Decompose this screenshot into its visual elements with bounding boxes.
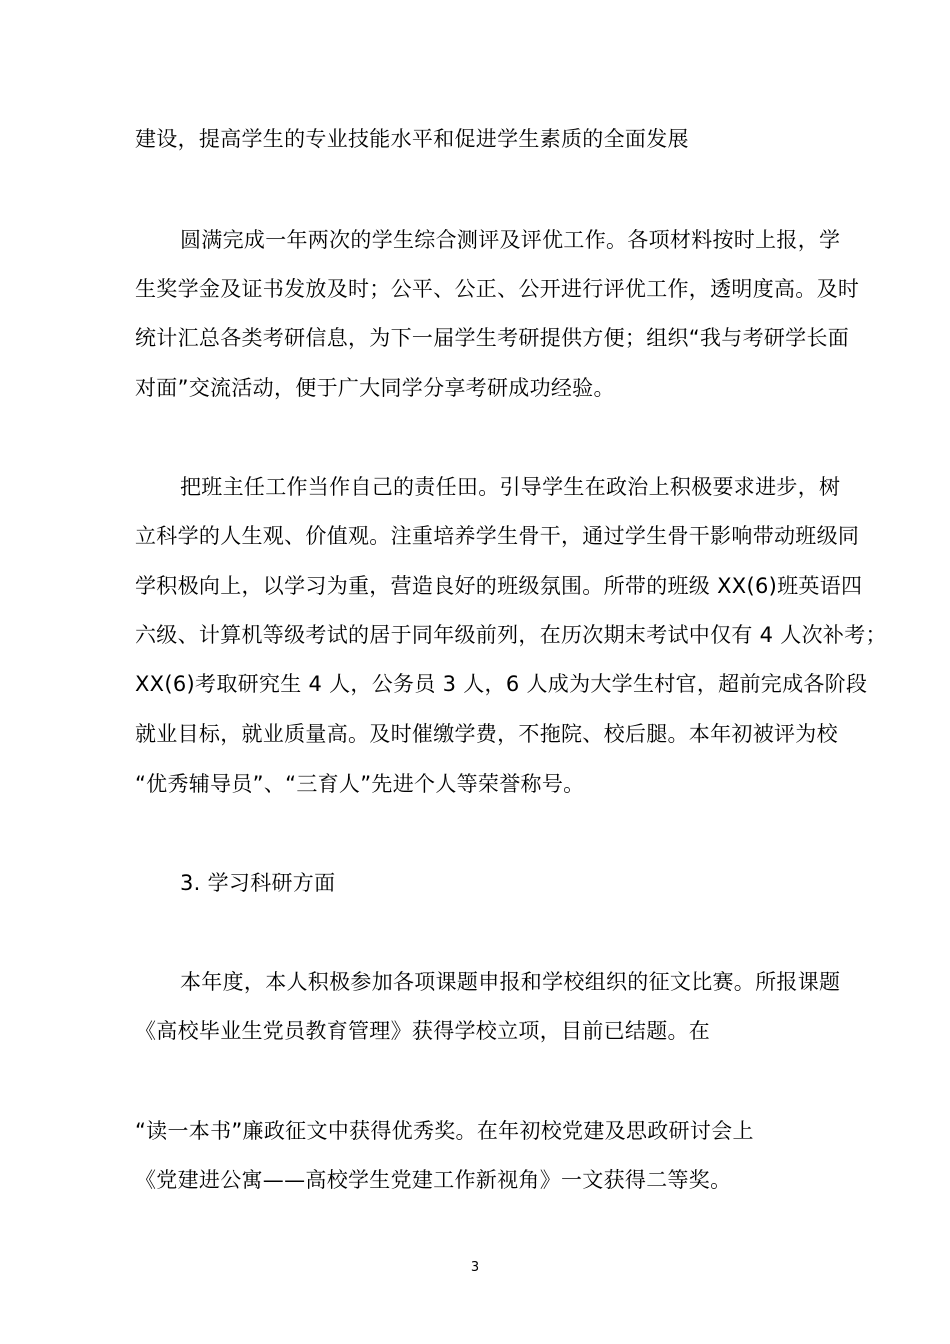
paragraph-line: “优秀辅导员”、“三育人”先进个人等荣誉称号。 <box>135 772 585 796</box>
paragraph-line: 生奖学金及证书发放及时；公平、公正、公开进行评优工作，透明度高。及时 <box>135 277 860 301</box>
page-number: 3 <box>470 1260 480 1275</box>
paragraph-line: 《党建进公寓——高校学生党建工作新视角》一文获得二等奖。 <box>135 1168 732 1192</box>
section-heading: 3. 学习科研方面 <box>180 871 336 895</box>
paragraph-line: 《高校毕业生党员教育管理》获得学校立项，目前已结题。在 <box>135 1019 711 1043</box>
paragraph-line: 立科学的人生观、价值观。注重培养学生骨干，通过学生骨干影响带动班级同 <box>135 524 860 548</box>
paragraph-line: “读一本书”廉政征文中获得优秀奖。在年初校党建及思政研讨会上 <box>135 1119 754 1143</box>
paragraph-line: 把班主任工作当作自己的责任田。引导学生在政治上积极要求进步，树 <box>180 475 841 499</box>
paragraph-line: 就业目标，就业质量高。及时催缴学费，不拖院、校后腿。本年初被评为校 <box>135 722 838 746</box>
paragraph-line: 圆满完成一年两次的学生综合测评及评优工作。各项材料按时上报，学 <box>180 228 841 252</box>
paragraph-line: 六级、计算机等级考试的居于同年级前列，在历次期末考试中仅有 4 人次补考； <box>135 623 887 647</box>
paragraph-line: 建设，提高学生的专业技能水平和促进学生素质的全面发展 <box>135 127 689 151</box>
paragraph-line: 对面”交流活动，便于广大同学分享考研成功经验。 <box>135 376 615 400</box>
paragraph-line: XX(6)考取研究生 4 人，公务员 3 人，6 人成为大学生村官，超前完成各阶段 <box>135 672 868 696</box>
paragraph-line: 学积极向上，以学习为重，营造良好的班级氛围。所带的班级 XX(6)班英语四 <box>135 574 863 598</box>
paragraph-line: 统计汇总各类考研信息，为下一届学生考研提供方便；组织“我与考研学长面 <box>135 326 850 350</box>
paragraph-line: 本年度，本人积极参加各项课题申报和学校组织的征文比赛。所报课题 <box>180 970 841 994</box>
